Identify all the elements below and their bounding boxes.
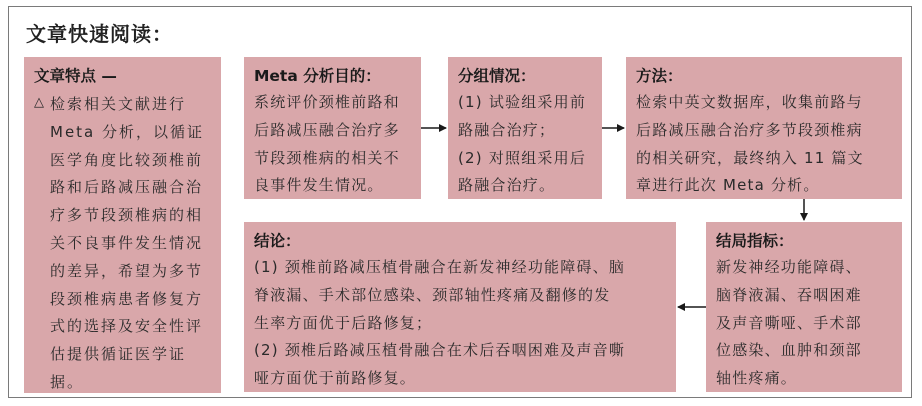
features-title: 文章特点 — <box>34 67 117 85</box>
grouping-text: (1) 试验组采用前 路融合治疗； (2) 对照组采用后 路融合治疗。 <box>458 93 587 195</box>
figure-title: 文章快速阅读： <box>26 22 173 46</box>
conclusion-text: (1) 颈椎前路减压植骨融合在新发神经功能障碍、脑 脊液漏、手术部位感染、颈部轴性疼痛及翻修的发 生率方面优于后路修复； (2) 颈椎后路减压植骨融合在术后吞咽困难及声音嘶 哑方面优于前路修复。 <box>254 258 626 388</box>
outcome-text: 新发神经功能障碍、 脑脊液漏、吞咽困难 及声音嘶哑、手术部 位感染、血肿和颈部 轴性疼痛。 <box>716 258 862 388</box>
triangle-bullet-icon: △ <box>34 95 44 110</box>
outcome-title: 结局指标： <box>716 232 794 250</box>
method-text: 检索中英文数据库，收集前路与 后路减压融合治疗多节段颈椎病 的相关研究，最终纳入 11 篇文 章进行此次 Meta 分析。 <box>636 93 864 195</box>
purpose-text: 系统评价颈椎前路和 后路减压融合治疗多 节段颈椎病的相关不 良事件发生情况。 <box>254 93 400 195</box>
method-title: 方法： <box>636 67 683 85</box>
features-text: 检索相关文献进行 Meta 分析，以循证 医学角度比较颈椎前 路和后路减压融合治 疗多节段颈椎病的相 关不良事件发生情况 的差异，希望为多节 段颈椎病患者修复方 式的选择及安全性评 估提供循证医学证 据。 <box>50 95 205 391</box>
purpose-title: Meta 分析目的： <box>254 67 381 85</box>
grouping-title: 分组情况： <box>458 67 536 85</box>
conclusion-title: 结论： <box>254 232 301 250</box>
